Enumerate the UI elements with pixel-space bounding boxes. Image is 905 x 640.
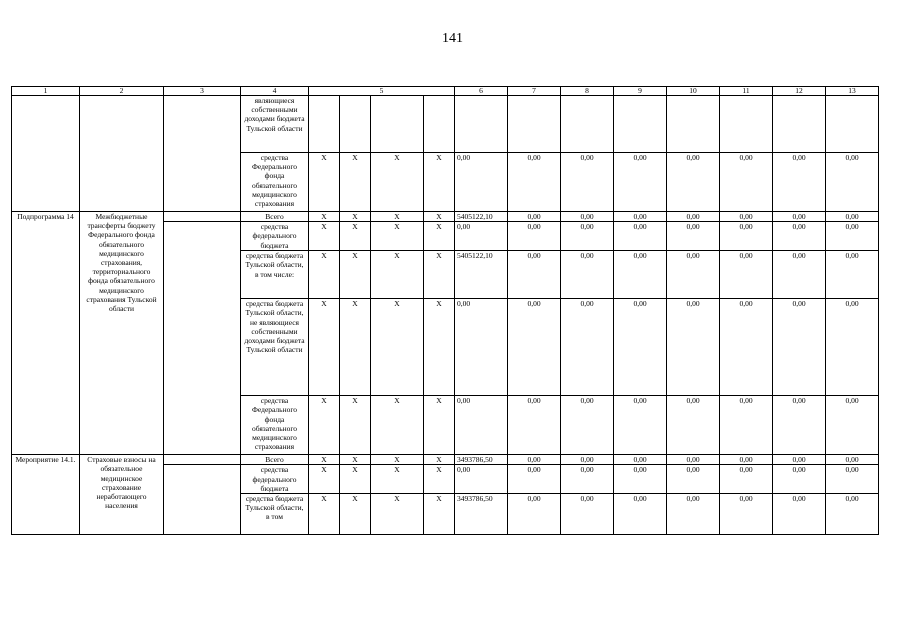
header-cell: 1: [12, 87, 80, 96]
value-cell: 0,00: [720, 212, 773, 222]
value-cell: 0,00: [826, 251, 879, 299]
value-cell: 0,00: [826, 396, 879, 455]
name-cell: [80, 96, 164, 212]
table-row: [12, 96, 879, 153]
header-cell: 9: [614, 87, 667, 96]
x-cell: X: [340, 251, 371, 299]
x-cell: X: [340, 396, 371, 455]
value-cell: 0,00: [614, 222, 667, 251]
value-cell: 0,00: [561, 222, 614, 251]
x-cell: X: [340, 455, 371, 465]
value-cell: 0,00: [508, 465, 561, 494]
value-cell: 0,00: [561, 465, 614, 494]
value-cell: 0,00: [773, 494, 826, 535]
value-cell: 0,00: [614, 465, 667, 494]
x-cell: X: [424, 251, 455, 299]
x-cell: X: [371, 494, 424, 535]
value-cell: 0,00: [561, 251, 614, 299]
value-cell: 0,00: [508, 251, 561, 299]
value-cell: 0,00: [614, 251, 667, 299]
col3-cell: [164, 96, 241, 212]
value-cell: 0,00: [667, 465, 720, 494]
value-cell: 3493786,50: [455, 494, 508, 535]
code-cell: [12, 96, 80, 212]
value-cell: 0,00: [773, 212, 826, 222]
x-cell: [371, 96, 424, 153]
value-cell: 0,00: [720, 222, 773, 251]
value-cell: 0,00: [561, 455, 614, 465]
x-cell: X: [424, 153, 455, 212]
x-cell: X: [309, 251, 340, 299]
x-cell: X: [371, 455, 424, 465]
value-cell: 0,00: [826, 299, 879, 396]
x-cell: X: [309, 396, 340, 455]
value-cell: 0,00: [720, 494, 773, 535]
value-cell: 0,00: [455, 396, 508, 455]
x-cell: X: [309, 222, 340, 251]
code-cell: Мероприятие 14.1.: [12, 455, 80, 535]
source-cell: средства федерального бюджета: [241, 465, 309, 494]
header-cell: 11: [720, 87, 773, 96]
value-cell: 0,00: [773, 465, 826, 494]
value-cell: 0,00: [508, 299, 561, 396]
value-cell: 0,00: [773, 251, 826, 299]
x-cell: X: [340, 222, 371, 251]
x-cell: X: [371, 465, 424, 494]
header-cell: 13: [826, 87, 879, 96]
value-cell: 0,00: [773, 299, 826, 396]
x-cell: X: [371, 299, 424, 396]
x-cell: X: [340, 299, 371, 396]
x-cell: X: [309, 494, 340, 535]
value-cell: 0,00: [455, 153, 508, 212]
value-cell: 0,00: [826, 455, 879, 465]
value-cell: 0,00: [508, 494, 561, 535]
header-cell: 12: [773, 87, 826, 96]
value-cell: 0,00: [561, 153, 614, 212]
source-cell: средства Федерального фонда обязательного медицинского страхования: [241, 396, 309, 455]
header-cell: 8: [561, 87, 614, 96]
x-cell: [424, 96, 455, 153]
name-cell: Страховые взносы на обязательное медицинское страхование неработающего населения: [80, 455, 164, 535]
col3-cell: [164, 222, 241, 455]
header-row: [12, 87, 879, 96]
value-cell: 0,00: [455, 465, 508, 494]
value-cell: 0,00: [720, 455, 773, 465]
header-cell: 3: [164, 87, 241, 96]
page-number: 141: [442, 31, 463, 46]
value-cell: 0,00: [773, 455, 826, 465]
value-cell: 0,00: [667, 396, 720, 455]
value-cell: 0,00: [773, 153, 826, 212]
value-cell: [614, 96, 667, 153]
value-cell: [826, 96, 879, 153]
source-cell: Всего: [241, 455, 309, 465]
x-cell: X: [371, 153, 424, 212]
value-cell: 0,00: [720, 153, 773, 212]
x-cell: X: [340, 494, 371, 535]
x-cell: X: [424, 299, 455, 396]
x-cell: X: [340, 465, 371, 494]
x-cell: X: [340, 153, 371, 212]
value-cell: 0,00: [508, 222, 561, 251]
header-cell: 2: [80, 87, 164, 96]
value-cell: [720, 96, 773, 153]
value-cell: 0,00: [826, 465, 879, 494]
col3-cell: [164, 212, 241, 222]
value-cell: 0,00: [667, 455, 720, 465]
header-cell: 6: [455, 87, 508, 96]
value-cell: 0,00: [773, 396, 826, 455]
source-cell: средства бюджета Тульской области, в том: [241, 494, 309, 535]
budget-table: [11, 86, 879, 535]
value-cell: 0,00: [667, 299, 720, 396]
x-cell: X: [309, 153, 340, 212]
value-cell: 0,00: [561, 299, 614, 396]
table-row: [12, 455, 879, 465]
source-cell: Всего: [241, 212, 309, 222]
value-cell: 0,00: [561, 212, 614, 222]
value-cell: 0,00: [508, 455, 561, 465]
value-cell: 0,00: [720, 465, 773, 494]
value-cell: 0,00: [455, 222, 508, 251]
value-cell: 0,00: [561, 494, 614, 535]
header-cell: 5: [309, 87, 455, 96]
col3-cell: [164, 465, 241, 535]
source-cell: являющиеся собственными доходами бюджета Тульской области: [241, 96, 309, 153]
value-cell: 0,00: [667, 222, 720, 251]
value-cell: [773, 96, 826, 153]
value-cell: 0,00: [826, 222, 879, 251]
x-cell: X: [424, 455, 455, 465]
table-row: [12, 212, 879, 222]
value-cell: 0,00: [773, 222, 826, 251]
value-cell: 0,00: [720, 396, 773, 455]
source-cell: средства бюджета Тульской области, в том числе:: [241, 251, 309, 299]
x-cell: X: [424, 465, 455, 494]
x-cell: X: [309, 299, 340, 396]
x-cell: X: [309, 212, 340, 222]
value-cell: 0,00: [667, 251, 720, 299]
x-cell: X: [424, 222, 455, 251]
name-cell: Межбюджетные трансферты бюджету Федерального фонда обязательного медицинского страхования, территориального фонда обязательного медицинского страхования Тульской области: [80, 212, 164, 455]
value-cell: 0,00: [614, 455, 667, 465]
value-cell: 0,00: [561, 396, 614, 455]
x-cell: X: [371, 396, 424, 455]
value-cell: 0,00: [508, 212, 561, 222]
value-cell: 0,00: [667, 494, 720, 535]
value-cell: 0,00: [614, 299, 667, 396]
value-cell: [508, 96, 561, 153]
x-cell: X: [424, 494, 455, 535]
value-cell: 0,00: [720, 299, 773, 396]
value-cell: [561, 96, 614, 153]
x-cell: [340, 96, 371, 153]
x-cell: X: [371, 212, 424, 222]
header-cell: 10: [667, 87, 720, 96]
value-cell: 0,00: [826, 212, 879, 222]
source-cell: средства бюджета Тульской области, не являющиеся собственными доходами бюджета Тульской области: [241, 299, 309, 396]
x-cell: X: [424, 396, 455, 455]
x-cell: X: [340, 212, 371, 222]
code-cell: Подпрограмма 14: [12, 212, 80, 455]
value-cell: 5405122,10: [455, 251, 508, 299]
x-cell: X: [424, 212, 455, 222]
value-cell: 0,00: [614, 212, 667, 222]
source-cell: средства федерального бюджета: [241, 222, 309, 251]
value-cell: 0,00: [614, 396, 667, 455]
x-cell: X: [309, 455, 340, 465]
x-cell: [309, 96, 340, 153]
value-cell: 0,00: [614, 494, 667, 535]
value-cell: 0,00: [667, 212, 720, 222]
header-cell: 4: [241, 87, 309, 96]
value-cell: 0,00: [508, 396, 561, 455]
value-cell: 0,00: [614, 153, 667, 212]
value-cell: 0,00: [455, 299, 508, 396]
value-cell: 0,00: [508, 153, 561, 212]
x-cell: X: [371, 222, 424, 251]
value-cell: 0,00: [720, 251, 773, 299]
value-cell: [455, 96, 508, 153]
x-cell: X: [309, 465, 340, 494]
value-cell: 5405122,10: [455, 212, 508, 222]
header-cell: 7: [508, 87, 561, 96]
value-cell: 3493786,50: [455, 455, 508, 465]
source-cell: средства Федерального фонда обязательного медицинского страхования: [241, 153, 309, 212]
value-cell: 0,00: [826, 494, 879, 535]
value-cell: 0,00: [826, 153, 879, 212]
value-cell: 0,00: [667, 153, 720, 212]
value-cell: [667, 96, 720, 153]
col3-cell: [164, 455, 241, 465]
x-cell: X: [371, 251, 424, 299]
